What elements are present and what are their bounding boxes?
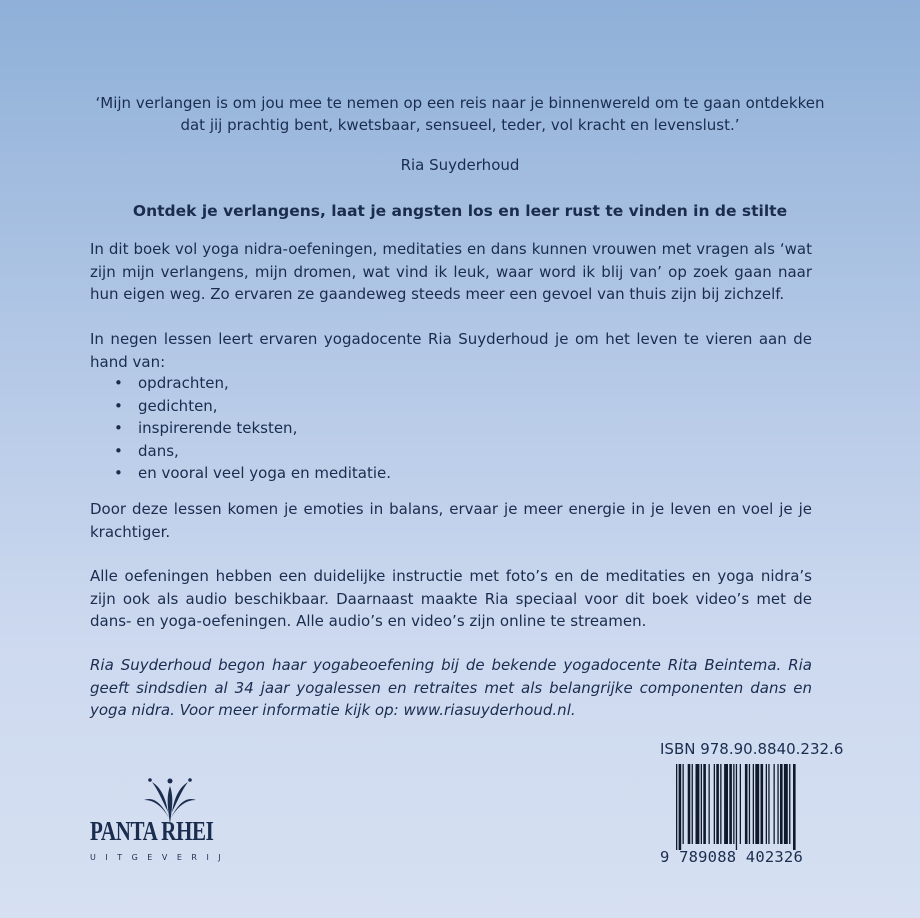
list-item: • en vooral veel yoga en meditatie. bbox=[114, 462, 391, 485]
barcode-digits: 9 789088 402326 bbox=[660, 848, 803, 866]
lesson-list bbox=[114, 372, 391, 485]
publisher-sub: UITGEVERIJ bbox=[90, 853, 231, 862]
publisher-logo bbox=[90, 778, 240, 868]
quote-line-2: dat jij prachtig bent, kwetsbaar, sensueel, teder, vol kracht en levenslust.’ bbox=[180, 116, 740, 134]
publisher-name: PANTA RHEI bbox=[90, 816, 214, 846]
barcode-block bbox=[660, 764, 838, 872]
paragraph-exercises: Alle oefeningen hebben een duidelijke instructie met foto’s en de meditaties en yoga nidra’s zijn ook als audio beschikbaar. Daarnaast maakte Ria speciaal voor dit boek video’s met de dans- en yoga-oefeningen. Alle audio’s en video’s zijn online te streamen. bbox=[90, 567, 812, 630]
isbn-number: ISBN 978.90.8840.232.6 bbox=[660, 740, 844, 758]
paragraph-intro: In dit boek vol yoga nidra-oefeningen, meditaties en dans kunnen vrouwen met vragen als ‘wat zijn mijn verlangens, mijn dromen, wat vind ik leuk, waar word ik blij van’ op zoek gaan naar hun eigen weg. Zo ervaren ze gaandeweg steeds meer een gevoel van thuis zijn bij zichzelf. bbox=[90, 240, 812, 303]
list-item: • dans, bbox=[114, 440, 391, 463]
paragraph-benefits: Door deze lessen komen je emoties in balans, ervaar je meer energie in je leven en voel je je krachtiger. bbox=[90, 500, 812, 541]
headline: Ontdek je verlangens, laat je angsten los en leer rust te vinden in de stilte bbox=[132, 202, 788, 220]
quote-line-1: ‘Mijn verlangen is om jou mee te nemen op een reis naar je binnenwereld om te gaan ontdekken bbox=[95, 94, 825, 112]
barcode-icon bbox=[676, 764, 836, 850]
opening-quote bbox=[90, 92, 830, 136]
list-item: • inspirerende teksten, bbox=[114, 417, 391, 440]
paragraph-author-bio: Ria Suyderhoud begon haar yogabeoefening bij de bekende yogadocente Rita Beintema. Ria geeft sindsdien al 34 jaar yogalessen en retraites met als belangrijke componenten dans en yoga nidra. Voor meer informatie kijk op: www.riasuyderhoud.nl. bbox=[90, 656, 812, 719]
paragraph-lessons: In negen lessen leert ervaren yogadocente Ria Suyderhoud je om het leven te vieren aan de hand van: bbox=[90, 330, 812, 371]
list-item: • opdrachten, bbox=[114, 372, 391, 395]
list-item: • gedichten, bbox=[114, 395, 391, 418]
quote-author: Ria Suyderhoud bbox=[400, 156, 520, 174]
